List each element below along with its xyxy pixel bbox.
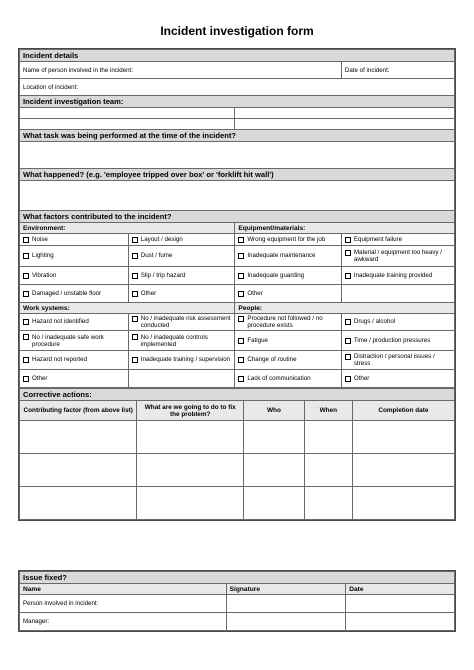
work-systems-subheader: Work systems: [20, 303, 235, 314]
task-field[interactable] [20, 142, 455, 169]
col-contributing-factor: Contributing factor (from above list) [20, 401, 137, 421]
corrective-table [19, 388, 455, 520]
factor-checkbox[interactable]: No / inadequate risk assessment conducted [128, 314, 235, 331]
checkbox-icon[interactable] [132, 237, 138, 243]
table-cell[interactable] [137, 421, 244, 454]
col-who: Who [244, 401, 305, 421]
person-involved-label: Person involved in incident: [23, 600, 99, 607]
table-cell[interactable] [304, 421, 352, 454]
table-cell[interactable] [20, 487, 137, 520]
checkbox-icon[interactable] [345, 273, 351, 279]
date-field[interactable] [346, 613, 455, 631]
happened-header: What happened? (e.g. 'employee tripped over box' or 'forklift hit wall') [20, 169, 455, 181]
factor-checkbox[interactable]: Layout / design [128, 234, 235, 246]
people-subheader: People: [235, 303, 455, 314]
checkbox-icon[interactable] [132, 291, 138, 297]
factor-checkbox[interactable]: Distraction / personal issues / stress [341, 351, 454, 370]
equipment-subheader: Equipment/materials: [235, 223, 455, 234]
team-member-field[interactable] [20, 108, 235, 119]
team-member-field[interactable] [235, 108, 455, 119]
factor-checkbox[interactable]: Other [235, 285, 342, 303]
team-member-field[interactable] [235, 119, 455, 130]
factor-checkbox[interactable]: Lighting [20, 246, 129, 267]
factor-checkbox[interactable]: Equipment failure [341, 234, 454, 246]
incident-date-label: Date of incident: [344, 66, 390, 74]
checkbox-icon[interactable] [345, 376, 351, 382]
checkbox-icon[interactable] [345, 354, 351, 360]
factor-checkbox[interactable]: Inadequate guarding [235, 267, 342, 285]
checkbox-icon[interactable] [132, 357, 138, 363]
factor-checkbox[interactable]: Material / equipment too heavy / awkward [341, 246, 454, 267]
person-involved-field[interactable] [20, 595, 227, 613]
table-cell[interactable] [352, 421, 454, 454]
page-title: Incident investigation form [160, 24, 314, 38]
date-field[interactable] [346, 595, 455, 613]
checkbox-icon[interactable] [238, 291, 244, 297]
col-signature: Signature [226, 584, 346, 595]
table-cell[interactable] [352, 454, 454, 487]
factor-checkbox[interactable]: Lack of communication [235, 370, 342, 388]
issue-fixed-form [18, 570, 456, 632]
checkbox-icon[interactable] [238, 316, 244, 322]
factor-checkbox[interactable]: Inadequate training / supervision [128, 351, 235, 370]
checkbox-icon[interactable] [132, 253, 138, 259]
checkbox-icon[interactable] [345, 250, 351, 256]
factor-checkbox[interactable]: Slip / trip hazard [128, 267, 235, 285]
factor-checkbox[interactable]: Other [20, 370, 129, 388]
checkbox-icon[interactable] [23, 319, 29, 325]
factor-checkbox[interactable]: Procedure not followed / no procedure exists [235, 314, 342, 331]
checkbox-icon[interactable] [132, 316, 138, 322]
manager-label: Manager: [23, 618, 50, 625]
team-member-field[interactable] [20, 119, 235, 130]
checkbox-icon[interactable] [238, 253, 244, 259]
factor-checkbox[interactable]: Wrong equipment for the job [235, 234, 342, 246]
checkbox-icon[interactable] [238, 376, 244, 382]
environment-subheader: Environment: [20, 223, 235, 234]
table-row [20, 487, 455, 520]
table-cell[interactable] [304, 487, 352, 520]
incident-date-field[interactable] [341, 62, 454, 79]
col-name: Name [20, 584, 227, 595]
checkbox-icon[interactable] [132, 334, 138, 340]
factor-checkbox[interactable]: Damaged / unstable floor [20, 285, 129, 303]
table-cell[interactable] [137, 454, 244, 487]
checkbox-icon[interactable] [238, 338, 244, 344]
factor-checkbox[interactable]: Hazard not reported [20, 351, 129, 370]
factor-checkbox[interactable]: Noise [20, 234, 129, 246]
corrective-header: Corrective actions: [20, 389, 455, 401]
factor-empty-cell [128, 370, 235, 388]
signature-field[interactable] [226, 613, 346, 631]
form-table [19, 49, 455, 388]
checkbox-icon[interactable] [23, 237, 29, 243]
checkbox-icon[interactable] [238, 237, 244, 243]
location-label: Location of incident: [23, 83, 79, 91]
table-cell[interactable] [304, 454, 352, 487]
checkbox-icon[interactable] [23, 357, 29, 363]
factor-checkbox[interactable]: Dust / fume [128, 246, 235, 267]
checkbox-icon[interactable] [23, 376, 29, 382]
table-cell[interactable] [20, 421, 137, 454]
factor-checkbox[interactable]: Other [341, 370, 454, 388]
checkbox-icon[interactable] [238, 273, 244, 279]
table-cell[interactable] [352, 487, 454, 520]
factor-checkbox[interactable]: Vibration [20, 267, 129, 285]
table-cell[interactable] [20, 454, 137, 487]
checkbox-icon[interactable] [23, 273, 29, 279]
checkbox-icon[interactable] [345, 319, 351, 325]
factor-checkbox[interactable]: Other [128, 285, 235, 303]
table-cell[interactable] [137, 487, 244, 520]
col-when: When [304, 401, 352, 421]
factor-empty-cell [341, 285, 454, 303]
table-row [20, 421, 455, 454]
factor-checkbox[interactable]: Drugs / alcohol [341, 314, 454, 331]
location-field[interactable] [20, 79, 455, 96]
col-completion-date: Completion date [352, 401, 454, 421]
manager-field[interactable] [20, 613, 227, 631]
factor-checkbox[interactable]: Time / production pressures [341, 331, 454, 351]
factor-checkbox[interactable]: Fatigue [235, 331, 342, 351]
table-cell[interactable] [244, 454, 305, 487]
table-cell[interactable] [244, 487, 305, 520]
factors-header: What factors contributed to the incident? [20, 211, 455, 223]
factor-checkbox[interactable]: Change of routine [235, 351, 342, 370]
factor-checkbox[interactable]: Inadequate maintenance [235, 246, 342, 267]
checkbox-icon[interactable] [23, 334, 29, 340]
task-header: What task was being performed at the time of the incident? [20, 130, 455, 142]
checkbox-icon[interactable] [345, 237, 351, 243]
col-date: Date [346, 584, 455, 595]
factor-checkbox[interactable]: Inadequate training provided [341, 267, 454, 285]
team-header: Incident investigation team: [20, 96, 455, 108]
factor-checkbox[interactable]: Hazard not identified [20, 314, 129, 331]
issue-fixed-header: Issue fixed? [20, 572, 455, 584]
checkbox-icon[interactable] [23, 291, 29, 297]
col-fix: What are we going to do to fix the problem? [137, 401, 244, 421]
person-name-label: Name of person involved in the incident: [23, 66, 134, 74]
incident-details-header: Incident details [20, 50, 455, 62]
table-cell[interactable] [244, 421, 305, 454]
checkbox-icon[interactable] [345, 338, 351, 344]
person-name-field[interactable] [20, 62, 342, 79]
issue-table [19, 571, 455, 631]
signature-field[interactable] [226, 595, 346, 613]
factor-checkbox[interactable]: No / inadequate safe work procedure [20, 331, 129, 351]
happened-field[interactable] [20, 181, 455, 211]
checkbox-icon[interactable] [23, 253, 29, 259]
table-row [20, 454, 455, 487]
main-form [18, 48, 456, 521]
factor-checkbox[interactable]: No / inadequate controls implemented [128, 331, 235, 351]
checkbox-icon[interactable] [238, 357, 244, 363]
checkbox-icon[interactable] [132, 273, 138, 279]
